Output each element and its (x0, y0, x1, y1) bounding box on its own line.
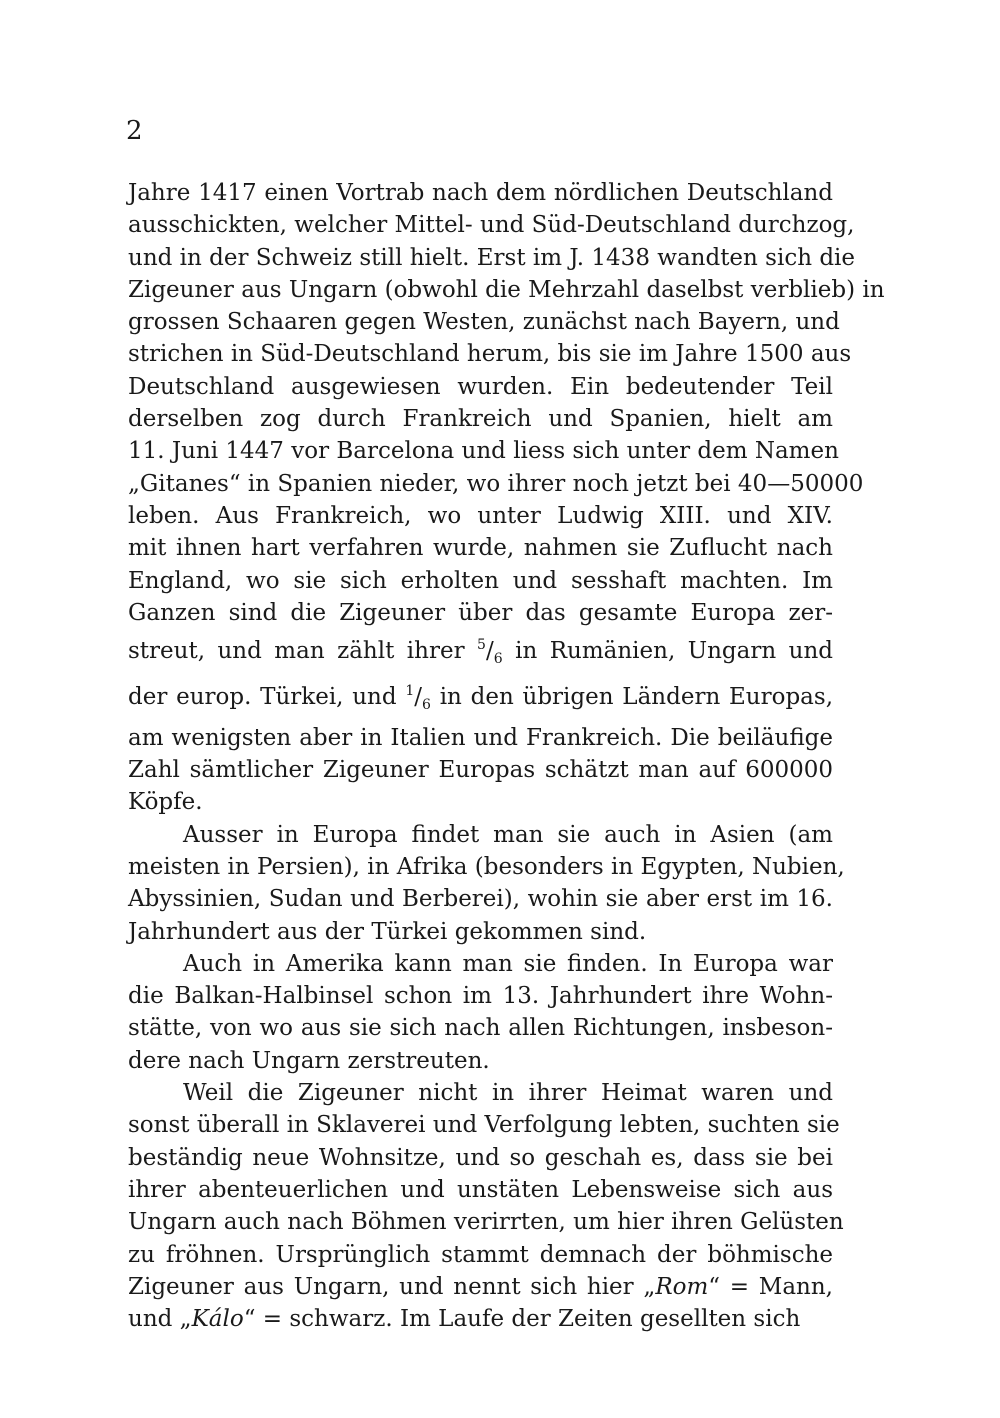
line-text: der europ. Türkei, und (128, 684, 406, 711)
text-line: ausschickten, welcher Mittel- und Süd-Deutschland durchzog, (128, 212, 855, 239)
text-line: Deutschland ausgewiesen wurden. Ein bedeutender Teil (128, 373, 833, 400)
text-line: Zahl sämtlicher Zigeuner Europas schätzt man auf 600000 (128, 757, 833, 784)
text-line: leben. Aus Frankreich, wo unter Ludwig XIII. und XIV. (128, 502, 833, 529)
fraction-numerator: 5 (477, 637, 486, 654)
line-text: und „ (128, 1306, 192, 1333)
text-line (128, 1303, 833, 1335)
text-line: meisten in Persien), in Afrika (besonders in Egypten, Nubien, (128, 853, 845, 880)
text-line: strichen in Süd-Deutschland herum, bis sie im Jahre 1500 aus (128, 341, 852, 368)
paragraph (128, 177, 885, 819)
text-line: Ungarn auch nach Böhmen verirrten, um hier ihren Gelüsten (128, 1209, 844, 1236)
text-line: am wenigsten aber in Italien und Frankreich. Die beiläufige (128, 724, 833, 751)
paragraph (128, 948, 833, 1077)
line-text: in den übrigen Ländern Europas, (430, 684, 833, 711)
text-line: dere nach Ungarn zerstreuten. (128, 1047, 490, 1074)
text-line: „Gitanes“ in Spanien nieder, wo ihrer noch jetzt bei 40—50000 (128, 470, 864, 497)
text-line: Jahrhundert aus der Türkei gekommen sind. (128, 918, 647, 945)
body-text (128, 177, 885, 1335)
text-line: streut, und man zählt ihrer $^5/_6$ in Rumänien, Ungarn und (128, 637, 833, 668)
text-line: mit ihnen hart verfahren wurde, nahmen sie Zuflucht nach (128, 535, 833, 562)
line-text: “ = Mann, (708, 1273, 833, 1300)
text-line: Ausser in Europa findet man sie auch in Asien (am (183, 821, 833, 848)
fraction-denominator: 6 (422, 697, 431, 714)
text-line: der europ. Türkei, und $^1/_6$ in den übrigen Ländern Europas, (128, 683, 833, 714)
page-number: 2 (126, 116, 143, 146)
text-line: derselben zog durch Frankreich und Spanien, hielt am (128, 406, 833, 433)
text-line: beständig neue Wohnsitze, und so geschah es, dass sie bei (128, 1144, 833, 1171)
text-line: zu fröhnen. Ursprünglich stammt demnach der böhmische (128, 1241, 833, 1268)
paragraph (128, 819, 845, 948)
paragraph (128, 1077, 844, 1335)
line-text: Zigeuner aus Ungarn, und nennt sich hier „ (128, 1273, 656, 1300)
text-line: 11. Juni 1447 vor Barcelona und liess sich unter dem Namen (128, 438, 839, 465)
text-line: Auch in Amerika kann man sie finden. In Europa war (183, 950, 833, 977)
text-line: ihrer abenteuerlichen und unstäten Lebensweise sich aus (128, 1176, 833, 1203)
text-line: Weil die Zigeuner nicht in ihrer Heimat waren und (183, 1080, 833, 1107)
line-text: streut, und man zählt ihrer (128, 638, 478, 665)
text-line: Zigeuner aus Ungarn (obwohl die Mehrzahl daselbst verblieb) in (128, 276, 885, 303)
text-line: und in der Schweiz still hielt. Erst im J. 1438 wandten sich die (128, 244, 856, 271)
text-line (128, 1271, 833, 1303)
text-line: grossen Schaaren gegen Westen, zunächst nach Bayern, und (128, 309, 840, 336)
fraction-numerator: 1 (405, 683, 415, 700)
fraction-denominator: 6 (493, 651, 503, 668)
text-line: sonst überall in Sklaverei und Verfolgung lebten, suchten sie (128, 1112, 840, 1139)
emphasized-word: Kálo (191, 1306, 244, 1333)
line-text: “ = schwarz. Im Laufe der Zeiten gesellten sich (243, 1306, 801, 1333)
text-line: Abyssinien, Sudan und Berberei), wohin sie aber erst im 16. (128, 886, 833, 913)
text-line: die Balkan-Halbinsel schon im 13. Jahrhundert ihre Wohn- (128, 983, 833, 1010)
text-line: stätte, von wo aus sie sich nach allen Richtungen, insbeson- (128, 1015, 833, 1042)
text-line: Köpfe. (128, 789, 203, 816)
text-line: England, wo sie sich erholten und sesshaft machten. Im (128, 567, 833, 594)
text-line: Jahre 1417 einen Vortrab nach dem nördlichen Deutschland (128, 180, 833, 206)
line-text: in Rumänien, Ungarn und (502, 638, 833, 665)
text-line: Ganzen sind die Zigeuner über das gesamte Europa zer- (128, 599, 833, 626)
emphasized-word: Rom (655, 1273, 709, 1300)
